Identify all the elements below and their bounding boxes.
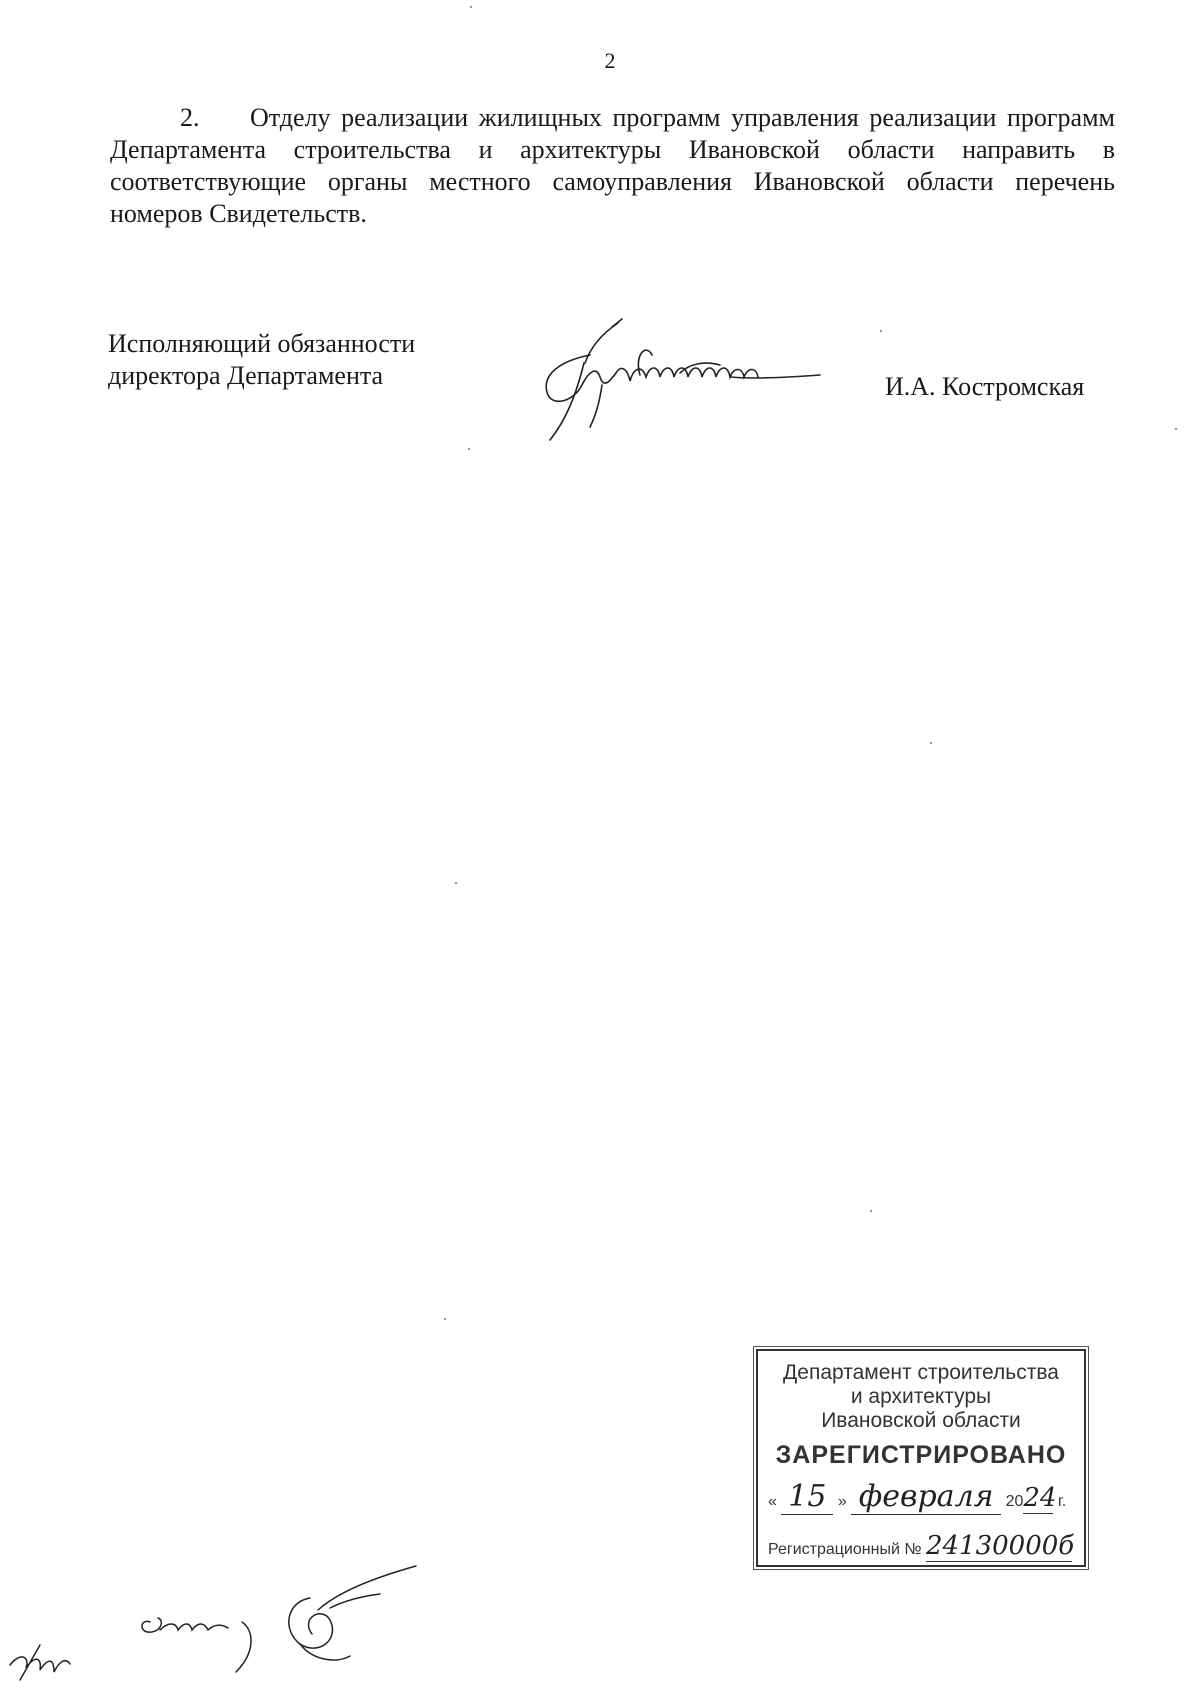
quote-close: » [837, 1493, 847, 1510]
paragraph-number: 2. [180, 103, 200, 132]
page-number: 2 [604, 48, 616, 73]
handwritten-signature [530, 315, 850, 445]
stamp-month: февраля [851, 1479, 1001, 1515]
signer-position [108, 328, 415, 392]
stamp-reg-number: 24130000б [925, 1531, 1075, 1561]
paragraph-2 [110, 102, 1115, 230]
registration-stamp [756, 1349, 1086, 1567]
stamp-day: 15 [781, 1479, 833, 1515]
stamp-dept-line3: Ивановской области [821, 1409, 1021, 1432]
approval-initials [0, 1560, 460, 1697]
signer-position-line2: директора Департамента [108, 361, 384, 390]
stamp-date-row [768, 1479, 1080, 1515]
stamp-dept-line2: и архитектуры [850, 1385, 992, 1408]
stamp-year-prefix: 20 [1005, 1493, 1024, 1510]
stamp-reg-row [768, 1531, 1080, 1562]
stamp-dept-line1: Департамент строительства [783, 1361, 1059, 1384]
signer-name: И.А. Костромская [885, 372, 1085, 401]
paragraph-text: Отделу реализации жилищных программ управления реализации программ Департамента строительства и архитектуры Ивановской области направить в соответствующие органы местного самоуправления Ивановской области перечень номеров Свидетельств. [110, 103, 1115, 228]
stamp-reg-label: Регистрационный № [768, 1541, 922, 1558]
quote-open: « [768, 1493, 777, 1510]
stamp-year-suffix: 24 [1023, 1483, 1057, 1513]
stamp-year-unit: г. [1057, 1493, 1067, 1510]
signer-position-line1: Исполняющий обязанности [108, 329, 416, 358]
stamp-status: ЗАРЕГИСТРИРОВАНО [775, 1441, 1067, 1469]
